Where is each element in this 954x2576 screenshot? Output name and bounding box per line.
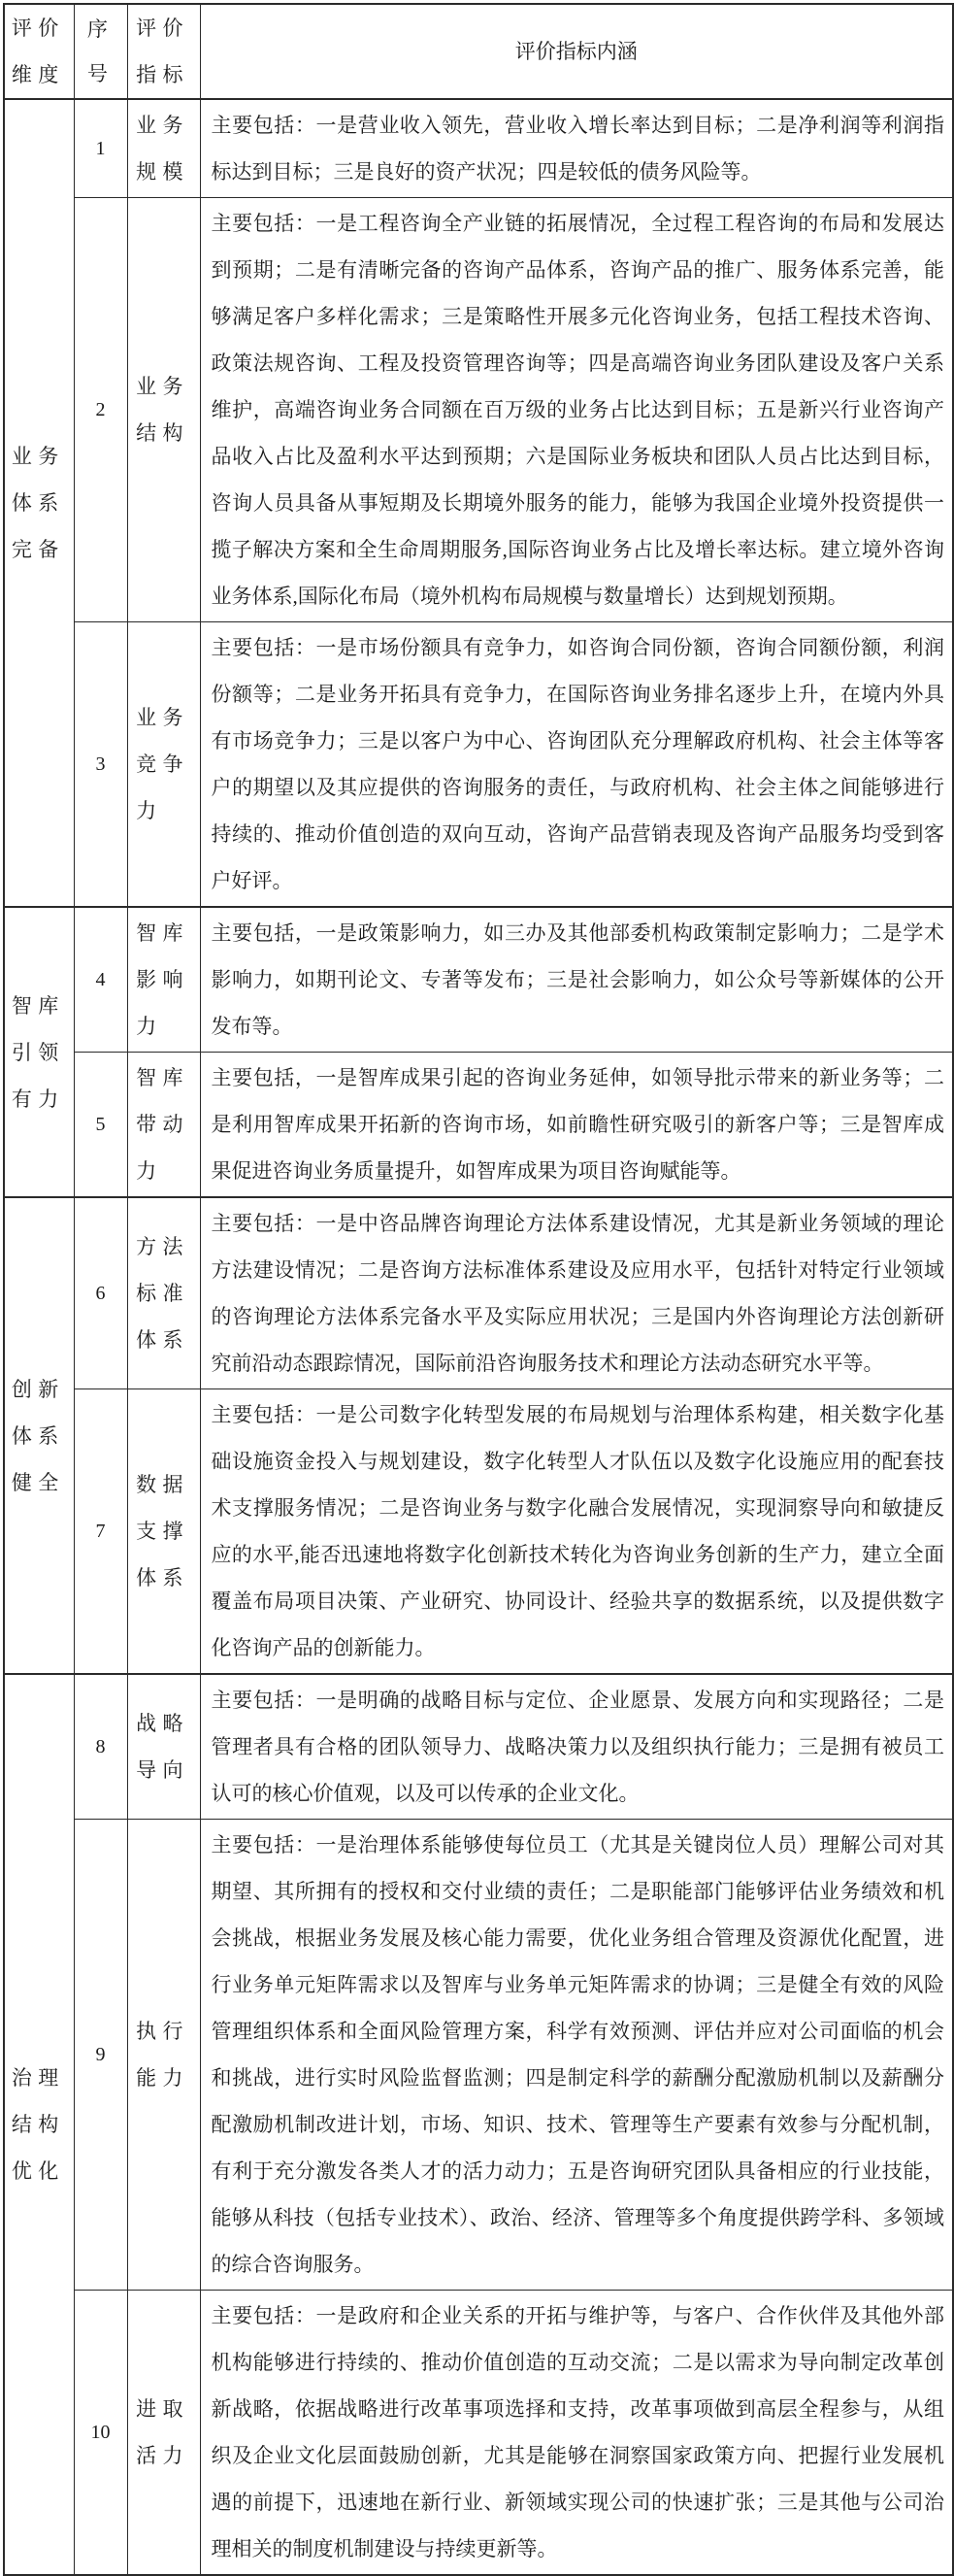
number-cell: 4 [74,907,127,1053]
table-row [4,1197,953,1389]
table-row [4,622,953,908]
dimension-cell: 智库引领有力 [4,907,74,1197]
content-cell: 主要包括：一是公司数字化转型发展的布局规划与治理体系构建，相关数字化基础设施资金投入与规划建设，数字化转型人才队伍以及数字化设施应用的配套技术支撑服务情况；二是咨询业务与数字化融合发展情况，实现洞察导向和敏捷反应的水平,能否迅速地将数字化创新技术转化为咨询业务创新的生产力，建立全面覆盖布局项目决策、产业研究、协同设计、经验共享的数据系统，以及提供数字化咨询产品的创新能力。 [200,1389,953,1675]
content-cell: 主要包括：一是中咨品牌咨询理论方法体系建设情况，尤其是新业务领域的理论方法建设情况；二是咨询方法标准体系建设及应用水平，包括针对特定行业领域的咨询理论方法体系完备水平及实际应用状况；三是国内外咨询理论方法创新研究前沿动态跟踪情况，国际前沿咨询服务技术和理论方法动态研究水平等。 [200,1197,953,1389]
content-cell: 主要包括：一是治理体系能够使每位员工（尤其是关键岗位人员）理解公司对其期望、其所拥有的授权和交付业绩的责任；二是职能部门能够评估业务绩效和机会挑战，根据业务发展及核心能力需要，优化业务组合管理及资源优化配置，进行业务单元矩阵需求以及智库与业务单元矩阵需求的协调；三是健全有效的风险管理组织体系和全面风险管理方案，科学有效预测、评估并应对公司面临的机会和挑战，进行实时风险监督监测；四是制定科学的薪酬分配激励机制以及薪酬分配激励机制改进计划，市场、知识、技术、管理等生产要素有效参与分配机制，有利于充分激发各类人才的活力动力；五是咨询研究团队具备相应的行业技能，能够从科技（包括专业技术）、政治、经济、管理等多个角度提供跨学科、多领域的综合咨询服务。 [200,1820,953,2291]
dimension-cell: 创新体系健全 [4,1197,74,1674]
table-row [4,1820,953,2291]
table-row [4,907,953,1053]
content-cell: 主要包括：一是营业收入领先，营业收入增长率达到目标；二是净利润等利润指标达到目标；三是良好的资产状况；四是较低的债务风险等。 [200,99,953,198]
indicator-cell: 执行能力 [127,1820,200,2291]
indicator-cell: 进取活力 [127,2291,200,2576]
dimension-cell: 业务体系完备 [4,99,74,907]
number-cell: 10 [74,2291,127,2576]
indicator-cell: 业务结构 [127,198,200,622]
indicator-cell: 智库影响力 [127,907,200,1053]
table-row [4,1389,953,1675]
header-number: 序号 [74,4,127,99]
dimension-cell: 治理结构优化 [4,1674,74,2575]
content-cell: 主要包括：一是明确的战略目标与定位、企业愿景、发展方向和实现路径；二是管理者具有合格的团队领导力、战略决策力以及组织执行能力；三是拥有被员工认可的核心价值观，以及可以传承的企业文化。 [200,1674,953,1820]
indicator-cell: 方法标准体系 [127,1197,200,1389]
table-row [4,1053,953,1198]
content-cell: 主要包括，一是政策影响力，如三办及其他部委机构政策制定影响力；二是学术影响力，如期刊论文、专著等发布；三是社会影响力，如公众号等新媒体的公开发布等。 [200,907,953,1053]
number-cell: 7 [74,1389,127,1675]
content-cell: 主要包括：一是工程咨询全产业链的拓展情况，全过程工程咨询的布局和发展达到预期；二是有清晰完备的咨询产品体系，咨询产品的推广、服务体系完善，能够满足客户多样化需求；三是策略性开展多元化咨询业务，包括工程技术咨询、政策法规咨询、工程及投资管理咨询等；四是高端咨询业务团队建设及客户关系维护，高端咨询业务合同额在百万级的业务占比达到目标；五是新兴行业咨询产品收入占比及盈利水平达到预期；六是国际业务板块和团队人员占比达到目标，咨询人员具备从事短期及长期境外服务的能力，能够为我国企业境外投资提供一揽子解决方案和全生命周期服务,国际咨询业务占比及增长率达标。建立境外咨询业务体系,国际化布局（境外机构布局规模与数量增长）达到规划预期。 [200,198,953,622]
table-header-row [4,4,953,99]
number-cell: 6 [74,1197,127,1389]
indicator-cell: 战略导向 [127,1674,200,1820]
indicator-cell: 业务规模 [127,99,200,198]
content-cell: 主要包括，一是智库成果引起的咨询业务延伸，如领导批示带来的新业务等；二是利用智库成果开拓新的咨询市场，如前瞻性研究吸引的新客户等；三是智库成果促进咨询业务质量提升，如智库成果为项目咨询赋能等。 [200,1053,953,1198]
indicator-cell: 数据支撑体系 [127,1389,200,1675]
header-dimension: 评价维度 [4,4,74,99]
evaluation-indicator-table [3,3,954,2576]
header-indicator: 评价指标 [127,4,200,99]
table-row [4,1674,953,1820]
number-cell: 5 [74,1053,127,1198]
number-cell: 8 [74,1674,127,1820]
indicator-cell: 业务竞争力 [127,622,200,908]
number-cell: 2 [74,198,127,622]
number-cell: 1 [74,99,127,198]
content-cell: 主要包括：一是市场份额具有竞争力，如咨询合同份额，咨询合同额份额，利润份额等；二是业务开拓具有竞争力，在国际咨询业务排名逐步上升，在境内外具有市场竞争力；三是以客户为中心、咨询团队充分理解政府机构、社会主体等客户的期望以及其应提供的咨询服务的责任，与政府机构、社会主体之间能够进行持续的、推动价值创造的双向互动，咨询产品营销表现及咨询产品服务均受到客户好评。 [200,622,953,908]
table-row [4,2291,953,2576]
table-row [4,198,953,622]
number-cell: 9 [74,1820,127,2291]
indicator-cell: 智库带动力 [127,1053,200,1198]
header-content: 评价指标内涵 [200,4,953,99]
content-cell: 主要包括：一是政府和企业关系的开拓与维护等，与客户、合作伙伴及其他外部机构能够进行持续的、推动价值创造的互动交流；二是以需求为导向制定改革创新战略，依据战略进行改革事项选择和支持，改革事项做到高层全程参与，从组织及企业文化层面鼓励创新，尤其是能够在洞察国家政策方向、把握行业发展机遇的前提下，迅速地在新行业、新领域实现公司的快速扩张；三是其他与公司治理相关的制度机制建设与持续更新等。 [200,2291,953,2576]
table-row [4,99,953,198]
number-cell: 3 [74,622,127,908]
